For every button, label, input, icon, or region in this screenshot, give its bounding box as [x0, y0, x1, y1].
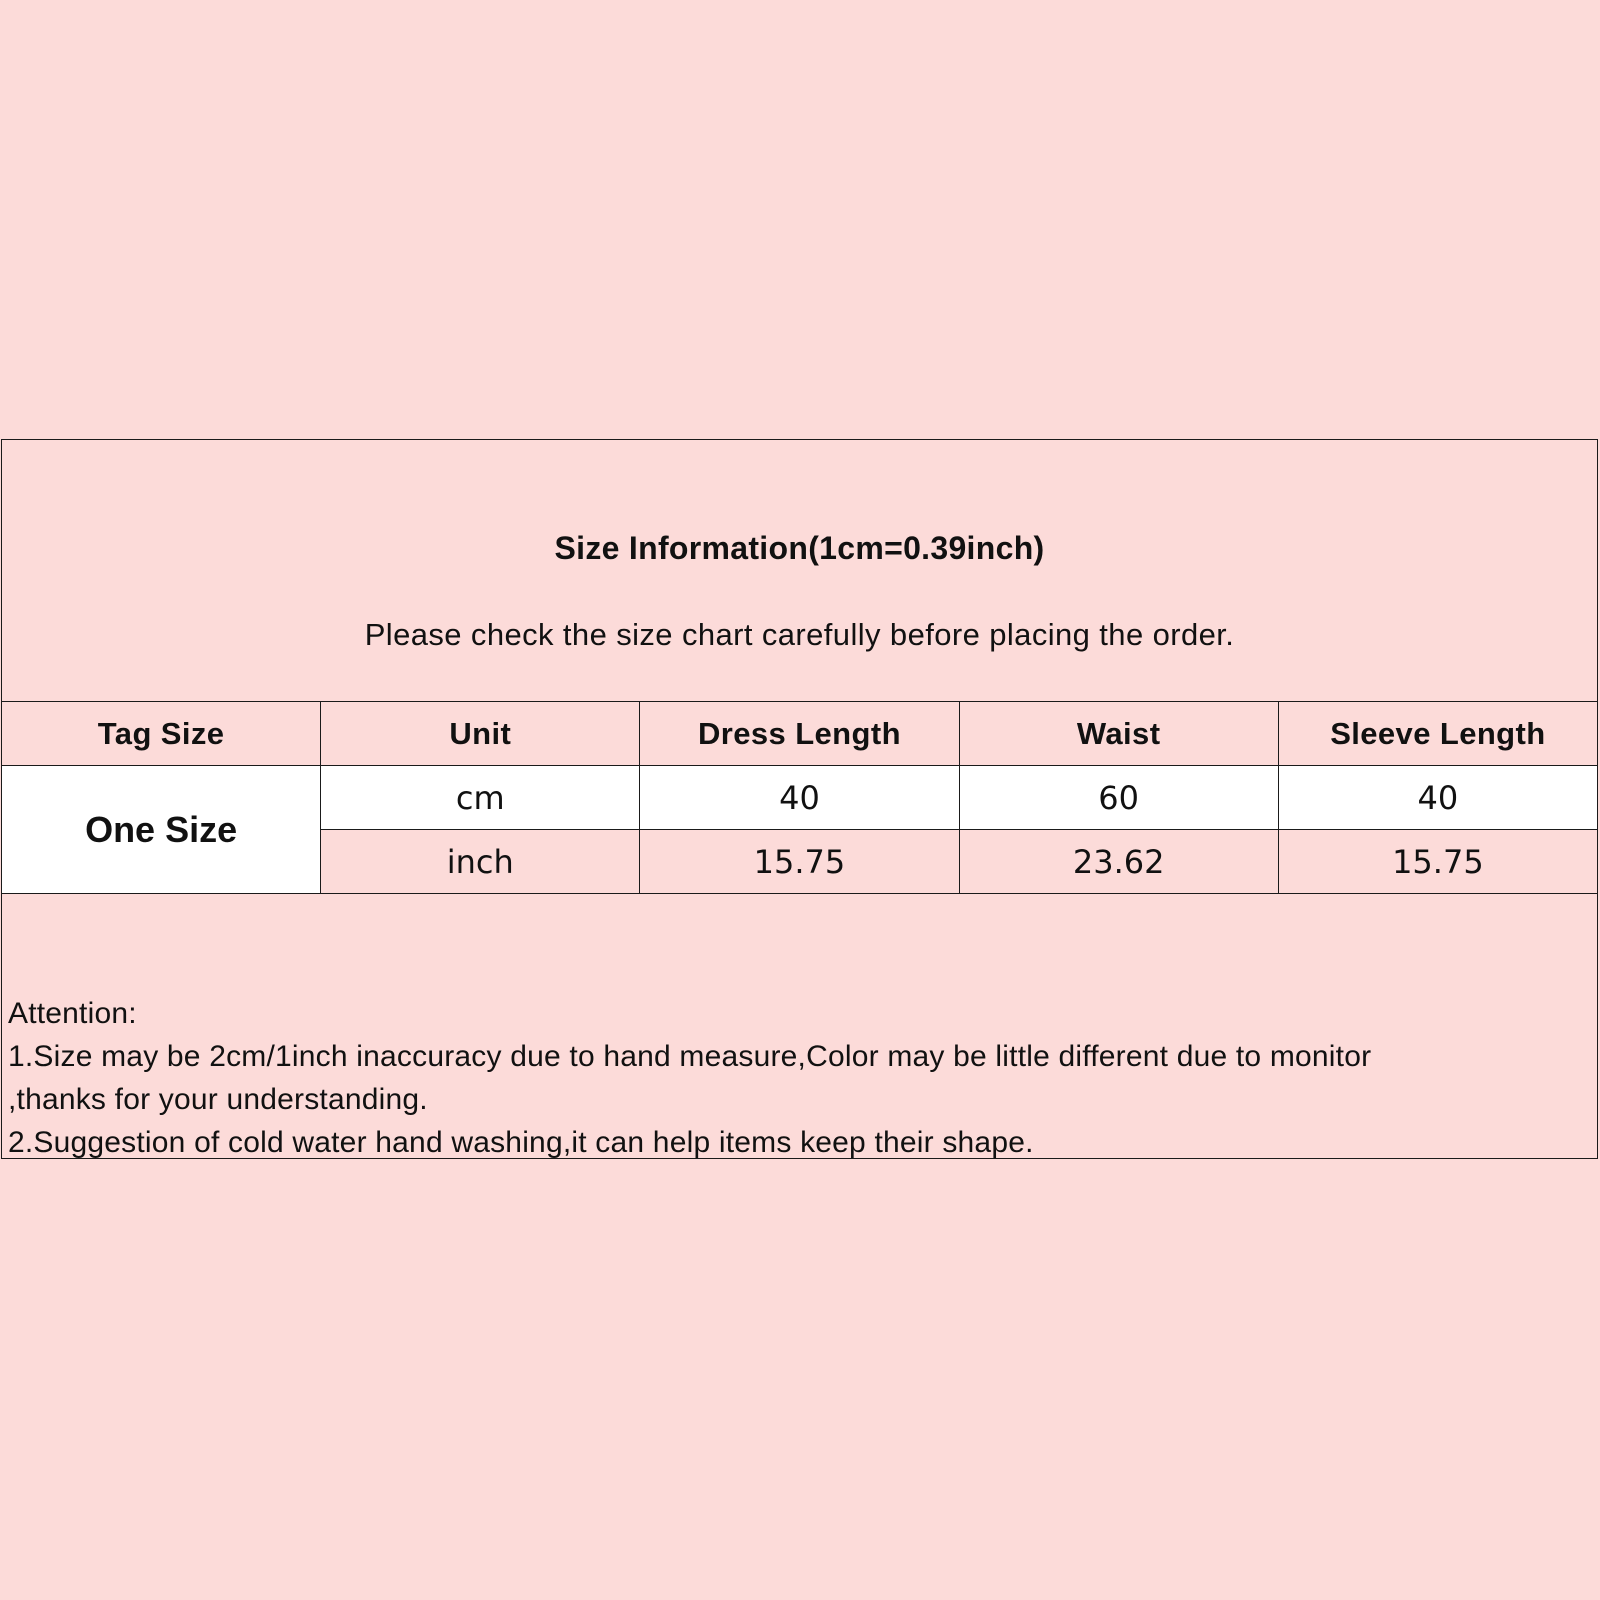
header-dress-length: Dress Length: [640, 702, 959, 766]
sleeve-length-cell: 15.75: [1278, 830, 1597, 894]
table-row: [2, 766, 1598, 830]
attention-line: 1.Size may be 2cm/1inch inaccuracy due to hand measure,Color may be little different due to monitor: [8, 1040, 1372, 1073]
size-table: [1, 701, 1598, 894]
attention-notes: [8, 992, 1371, 1164]
header-tag-size: Tag Size: [2, 702, 321, 766]
header-unit: Unit: [321, 702, 640, 766]
waist-cell: 23.62: [959, 830, 1278, 894]
attention-line: ,thanks for your understanding.: [8, 1083, 428, 1116]
table-header-row: [2, 702, 1598, 766]
tag-size-cell: One Size: [2, 766, 321, 894]
page-subtitle: Please check the size chart carefully before placing the order.: [364, 617, 1235, 652]
header-waist: Waist: [959, 702, 1278, 766]
unit-cell: inch: [321, 830, 640, 894]
unit-cell: cm: [321, 766, 640, 830]
attention-line: 2.Suggestion of cold water hand washing,it can help items keep their shape.: [8, 1126, 1034, 1159]
dress-length-cell: 15.75: [640, 830, 959, 894]
dress-length-cell: 40: [640, 766, 959, 830]
size-info-panel: [1, 439, 1598, 1159]
attention-heading: Attention:: [8, 997, 137, 1030]
waist-cell: 60: [959, 766, 1278, 830]
sleeve-length-cell: 40: [1278, 766, 1597, 830]
page-title: Size Information(1cm=0.39inch): [554, 530, 1045, 566]
header-sleeve-length: Sleeve Length: [1278, 702, 1597, 766]
